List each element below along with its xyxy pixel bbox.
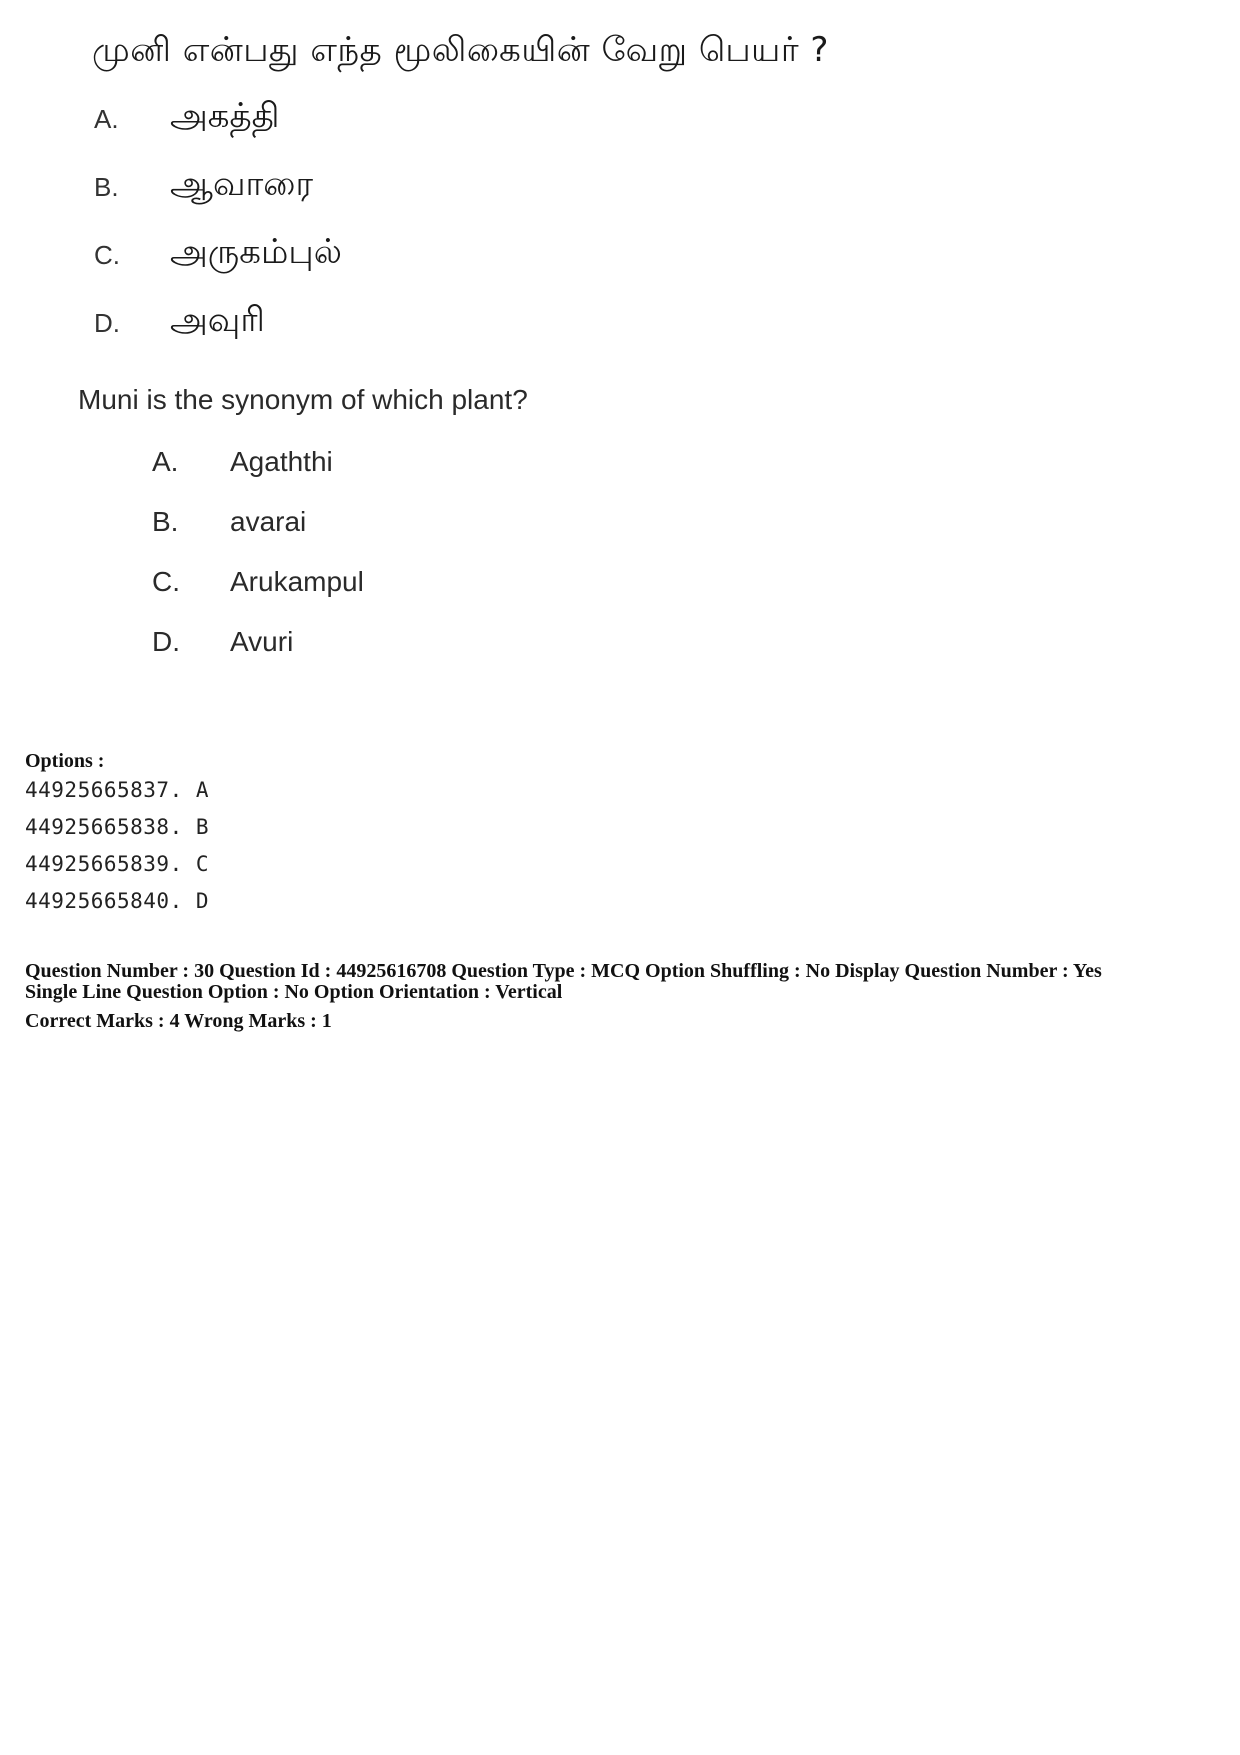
option-letter: B. [94, 172, 119, 202]
option-text: அருகம்புல் [170, 232, 342, 272]
option-letter: B. [152, 506, 179, 537]
option-letter: A. [94, 104, 119, 134]
option-text: அகத்தி [170, 96, 280, 136]
english-option-d [0, 626, 700, 666]
tamil-option-c [0, 232, 700, 290]
marks-line: Correct Marks : 4 Wrong Marks : 1 [25, 1010, 332, 1032]
options-label: Options : [25, 750, 105, 772]
tamil-option-a [0, 96, 700, 154]
question-info-line-2: Single Line Question Option : No Option Orientation : Vertical [25, 981, 563, 1003]
question-image [0, 0, 1240, 680]
tamil-option-b [0, 164, 700, 222]
option-id-d: 44925665840. D [25, 889, 210, 913]
english-option-c [0, 566, 700, 606]
english-option-b [0, 506, 700, 546]
option-id-c: 44925665839. C [25, 852, 210, 876]
option-text: avarai [230, 506, 307, 537]
tamil-question-text: முனி என்பது எந்த மூலிகையின் வேறு பெயர் ? [92, 30, 829, 70]
english-question-text: Muni is the synonym of which plant? [78, 384, 528, 415]
option-letter: C. [152, 566, 180, 597]
option-letter: A. [152, 446, 179, 477]
option-text: ஆவாரை [170, 164, 314, 204]
option-id-b: 44925665838. B [25, 815, 210, 839]
option-text: Arukampul [230, 566, 364, 597]
option-text: அவுரி [170, 300, 265, 340]
option-text: Avuri [230, 626, 294, 657]
option-id-a: 44925665837. A [25, 778, 210, 802]
english-option-a [0, 446, 700, 486]
option-letter: D. [94, 308, 120, 338]
option-letter: D. [152, 626, 180, 657]
option-text: Agaththi [230, 446, 333, 477]
tamil-option-d [0, 300, 700, 358]
option-letter: C. [94, 240, 120, 270]
question-info-line-1: Question Number : 30 Question Id : 44925616708 Question Type : MCQ Option Shuffling : No Display Question Number : Yes [25, 960, 1102, 982]
